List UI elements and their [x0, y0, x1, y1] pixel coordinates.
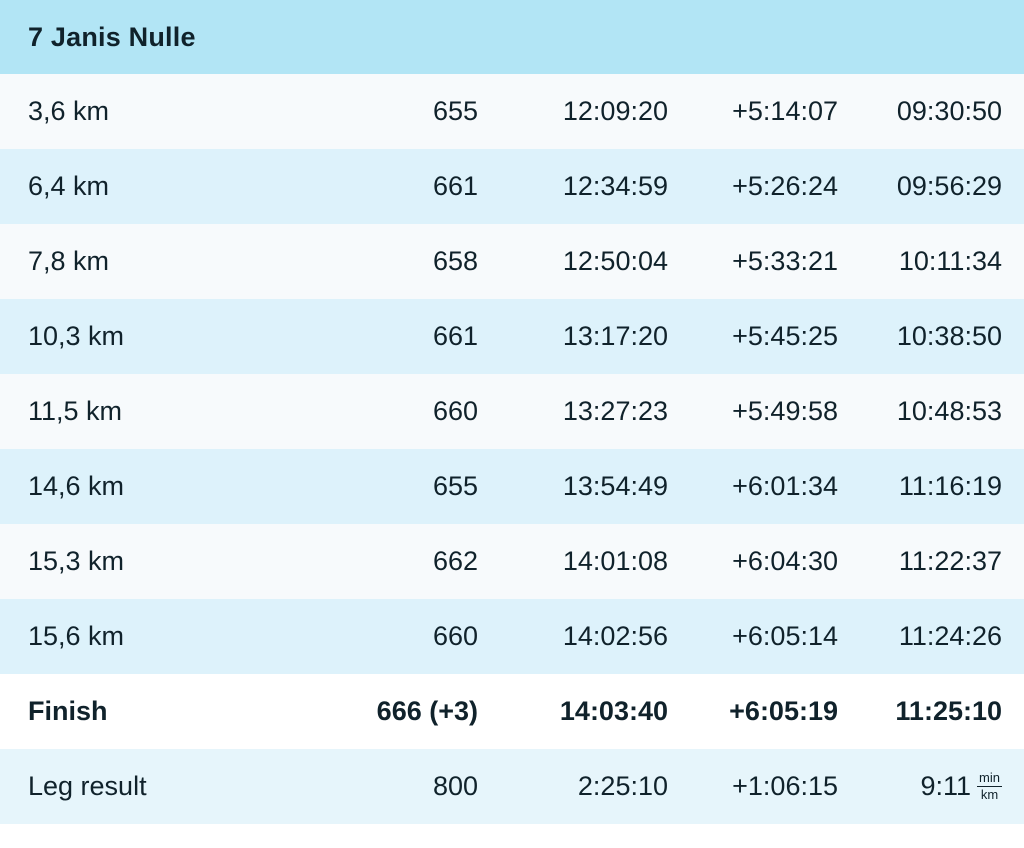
table-row[interactable] — [0, 299, 1024, 374]
table-row[interactable] — [0, 149, 1024, 224]
split-clock: 10:38:50 — [896, 321, 1002, 351]
split-distance: 11,5 km — [28, 396, 123, 426]
splits-table — [0, 74, 1024, 830]
split-distance: 15,6 km — [28, 621, 125, 651]
split-time: 13:54:49 — [562, 471, 668, 501]
leg-result-time: 2:25:10 — [577, 771, 668, 801]
split-diff: +5:14:07 — [732, 96, 838, 126]
split-place: 655 — [432, 96, 478, 126]
split-diff: +5:49:58 — [732, 396, 838, 426]
leg-result-diff: +1:06:15 — [732, 771, 838, 801]
table-row[interactable] — [0, 374, 1024, 449]
split-diff: +5:33:21 — [732, 246, 838, 276]
split-place: 660 — [432, 396, 478, 426]
table-row[interactable] — [0, 224, 1024, 299]
split-place: 660 — [432, 621, 478, 651]
table-row[interactable] — [0, 74, 1024, 149]
split-diff: +6:01:34 — [732, 471, 838, 501]
split-place: 662 — [432, 546, 478, 576]
split-diff: +6:05:14 — [732, 621, 838, 651]
finish-time: 14:03:40 — [559, 696, 668, 726]
table-row[interactable] — [0, 599, 1024, 674]
split-clock: 09:56:29 — [896, 171, 1002, 201]
split-place: 655 — [432, 471, 478, 501]
pace-value: 9:11 — [920, 771, 972, 801]
split-clock: 11:22:37 — [898, 546, 1002, 576]
split-distance: 10,3 km — [28, 321, 125, 351]
split-time: 12:34:59 — [562, 171, 668, 201]
split-clock: 10:11:34 — [898, 246, 1002, 276]
table-row[interactable] — [0, 449, 1024, 524]
finish-label: Finish — [28, 696, 108, 726]
split-distance: 6,4 km — [28, 171, 110, 201]
page-title: 7 Janis Nulle — [28, 21, 196, 52]
split-time: 14:02:56 — [562, 621, 668, 651]
split-clock: 11:24:26 — [898, 621, 1002, 651]
split-time: 12:09:20 — [562, 96, 668, 126]
leg-result-pace — [838, 771, 1002, 802]
split-time: 14:01:08 — [562, 546, 668, 576]
pace-unit — [977, 771, 1002, 801]
split-time: 13:27:23 — [562, 396, 668, 426]
split-distance: 7,8 km — [28, 246, 110, 276]
leg-result-label: Leg result — [28, 771, 147, 801]
leg-result-row[interactable] — [0, 749, 1024, 824]
split-clock: 11:16:19 — [898, 471, 1002, 501]
pace-unit-denominator: km — [980, 787, 999, 802]
finish-row[interactable] — [0, 674, 1024, 749]
split-place: 658 — [432, 246, 478, 276]
split-distance: 14,6 km — [28, 471, 125, 501]
split-place: 661 — [432, 321, 478, 351]
split-clock: 09:30:50 — [896, 96, 1002, 126]
split-time: 12:50:04 — [562, 246, 668, 276]
split-time: 13:17:20 — [562, 321, 668, 351]
athlete-header — [0, 0, 1024, 74]
split-diff: +6:04:30 — [732, 546, 838, 576]
split-diff: +5:26:24 — [732, 171, 838, 201]
leg-result-place: 800 — [432, 771, 478, 801]
finish-place: 666 (+3) — [376, 696, 478, 726]
finish-clock: 11:25:10 — [895, 696, 1002, 726]
pace-unit-numerator: min — [979, 770, 1000, 786]
split-diff: +5:45:25 — [732, 321, 838, 351]
bottom-spacer — [0, 830, 1024, 848]
split-place: 661 — [432, 171, 478, 201]
split-distance: 3,6 km — [28, 96, 110, 126]
split-distance: 15,3 km — [28, 546, 125, 576]
finish-diff: +6:05:19 — [729, 696, 838, 726]
split-clock: 10:48:53 — [896, 396, 1002, 426]
table-row[interactable] — [0, 524, 1024, 599]
